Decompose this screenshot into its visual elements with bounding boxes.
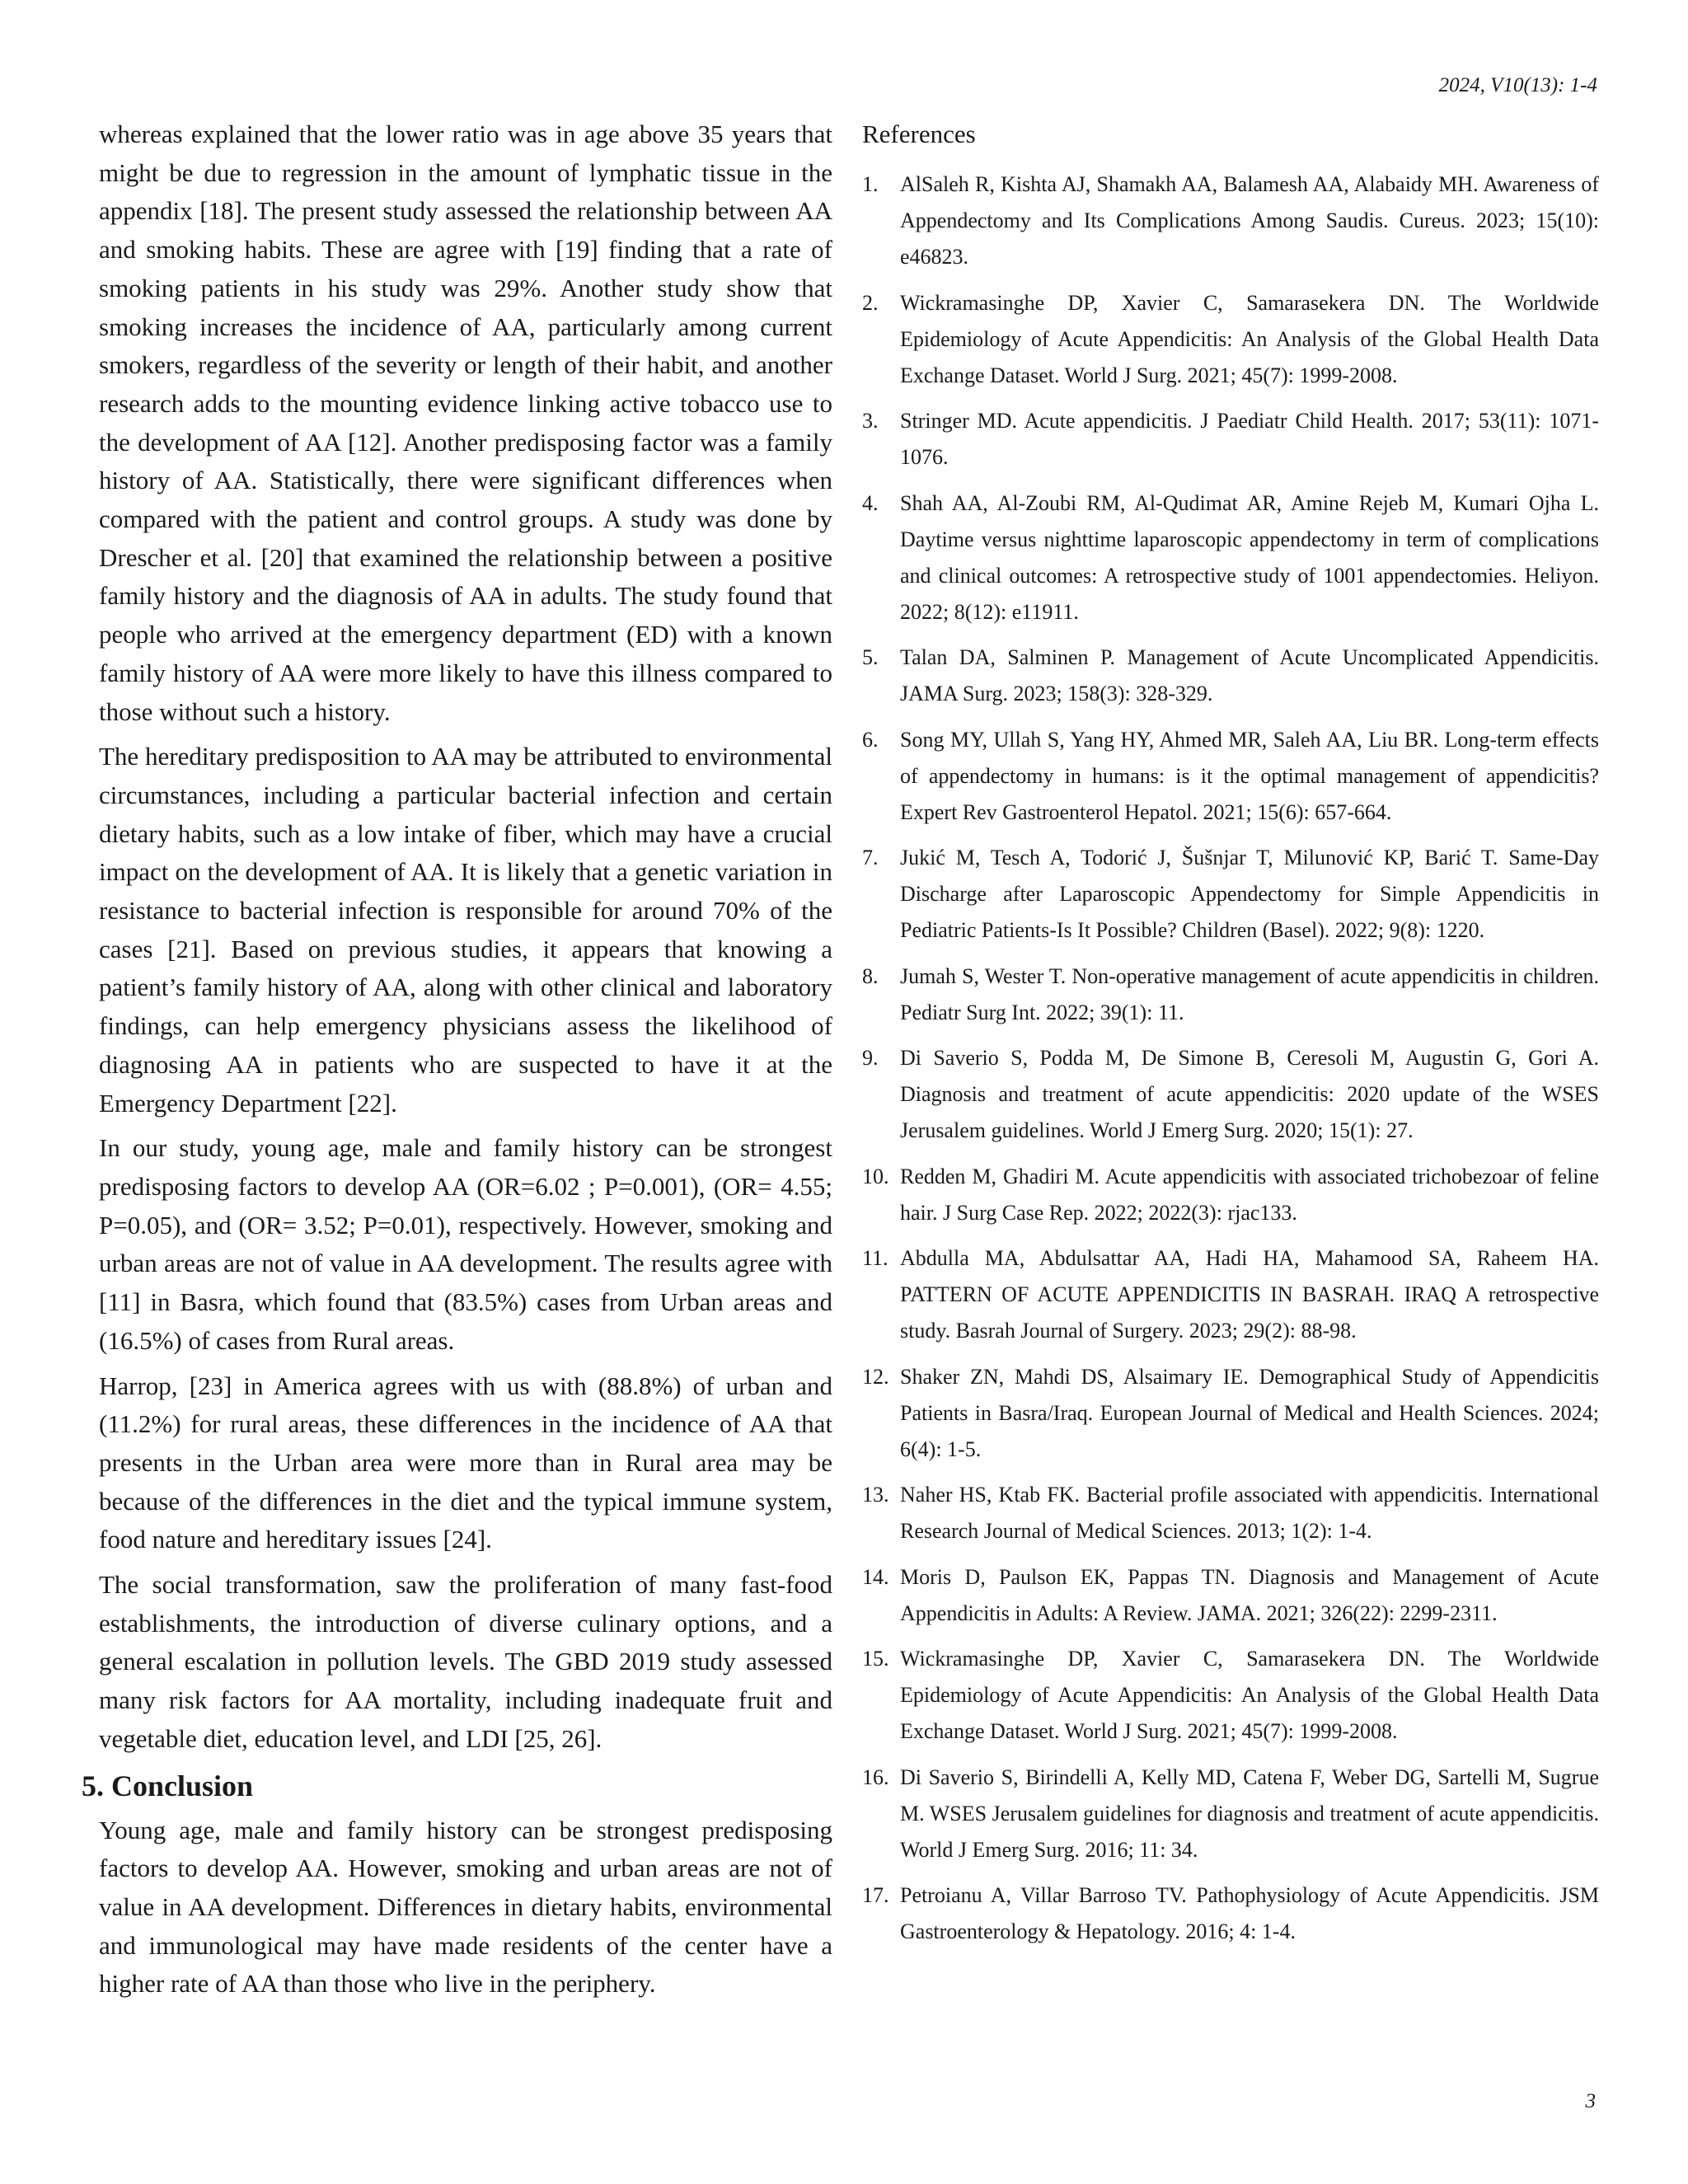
reference-item bbox=[862, 403, 1599, 476]
conclusion-paragraph: Young age, male and family history can be strongest predisposing factors to develop AA. However, smoking and urban areas are not of value in AA development. Differences in dietary habits, environmental and immunological may have made residents of the center have a higher rate of AA than those who live in the periphery. bbox=[99, 1815, 832, 1999]
body-paragraph: whereas explained that the lower ratio was in age above 35 years that might be due to regression in the amount of lymphatic tissue in the appendix [18]. The present study assessed the relationship between AA and smoking habits. These are agree with [19] finding that a rate of smoking patients in his study was 29%. Another study show that smoking increases the incidence of AA, particularly among current smokers, regardless of the severity or length of their habit, and another research adds to the mounting evidence linking active tobacco use to the development of AA [12]. Another predisposing factor was a family history of AA. Statistically, there were significant differences when compared with the patient and control groups. A study was done by Drescher et al. [20] that examined the relationship between a positive family history and the diagnosis of AA in adults. The study found that people who arrived at the emergency department (ED) with a known family history of AA were more likely to have this illness compared to those without such a history. bbox=[99, 120, 832, 726]
reference-text: Abdulla MA, Abdulsattar AA, Hadi HA, Mahamood SA, Raheem HA. PATTERN OF ACUTE APPENDICITIS IN BASRAH. IRAQ A retrospective study. Basrah Journal of Surgery. 2023; 29(2): 88-98. bbox=[900, 1246, 1599, 1343]
reference-number: 2. bbox=[862, 290, 879, 315]
reference-text: Stringer MD. Acute appendicitis. J Paediatr Child Health. 2017; 53(11): 1071-1076. bbox=[900, 409, 1599, 469]
reference-text: Song MY, Ullah S, Yang HY, Ahmed MR, Saleh AA, Liu BR. Long-term effects of appendectomy in humans: is it the optimal management of appendicitis? Expert Rev Gastroenterol Hepatol. 2021; 15(6): 657-664. bbox=[900, 727, 1599, 824]
reference-number: 7. bbox=[862, 846, 879, 869]
reference-number: 8. bbox=[862, 963, 879, 988]
reference-item bbox=[862, 1559, 1599, 1632]
reference-item bbox=[862, 285, 1599, 394]
reference-number: 11. bbox=[862, 1246, 889, 1270]
reference-item bbox=[862, 1159, 1599, 1231]
body-paragraph: In our study, young age, male and family history can be strongest predisposing factors to develop AA (OR=6.02 ; P=0.001), (OR= 4.55; P=0.05), and (OR= 3.52; P=0.01), respectively. However, smoking and urban areas are not of value in AA development. The results agree with [11] in Basra, which found that (83.5%) cases from Urban areas and (16.5%) of cases from Rural areas. bbox=[99, 1133, 832, 1355]
body-paragraph: The social transformation, saw the proliferation of many fast-food establishments, the introduction of diverse culinary options, and a general escalation in pollution levels. The GBD 2019 study assessed many risk factors for AA mortality, including inadequate fruit and vegetable diet, education level, and LDI [25, 26]. bbox=[99, 1570, 832, 1753]
reference-item bbox=[862, 1359, 1599, 1468]
reference-text: Wickramasinghe DP, Xavier C, Samarasekera DN. The Worldwide Epidemiology of Acute Appendicitis: An Analysis of the Global Health Data Exchange Dataset. World J Surg. 2021; 45(7): 1999-2008. bbox=[900, 290, 1599, 387]
reference-item bbox=[862, 1760, 1599, 1868]
reference-item bbox=[862, 722, 1599, 831]
reference-number: 13. bbox=[862, 1483, 889, 1507]
reference-text: Jumah S, Wester T. Non-operative management of acute appendicitis in children. Pediatr Surg Int. 2022; 39(1): 11. bbox=[900, 963, 1599, 1024]
reference-text: Naher HS, Ktab FK. Bacterial profile associated with appendicitis. International Research Journal of Medical Sciences. 2013; 1(2): 1-4. bbox=[900, 1483, 1599, 1543]
reference-text: Di Saverio S, Podda M, De Simone B, Ceresoli M, Augustin G, Gori A. Diagnosis and treatment of acute appendicitis: 2020 update of the WSES Jerusalem guidelines. World J Emerg Surg. 2020; 15(1): 27. bbox=[900, 1046, 1599, 1142]
reference-text: Petroianu A, Villar Barroso TV. Pathophysiology of Acute Appendicitis. JSM Gastroenterology & Hepatology. 2016; 4: 1-4. bbox=[900, 1883, 1599, 1943]
reference-text: Shah AA, Al-Zoubi RM, Al-Qudimat AR, Amine Rejeb M, Kumari Ojha L. Daytime versus nighttime laparoscopic appendectomy in term of complications and clinical outcomes: A retrospective study of 1001 appendectomies. Heliyon. 2022; 8(12): e11911. bbox=[900, 490, 1599, 624]
reference-item bbox=[862, 1040, 1599, 1149]
reference-item bbox=[862, 1641, 1599, 1750]
reference-number: 6. bbox=[862, 727, 879, 752]
reference-item bbox=[862, 840, 1599, 949]
reference-text: Jukić M, Tesch A, Todorić J, Šušnjar T, Milunović KP, Barić T. Same-Day Discharge after Laparoscopic Appendectomy for Simple Appendicitis in Pediatric Patients-Is It Possible? Children (Basel). 2022; 9(8): 1220. bbox=[900, 846, 1599, 942]
reference-text: Wickramasinghe DP, Xavier C, Samarasekera DN. The Worldwide Epidemiology of Acute Appendicitis: An Analysis of the Global Health Data Exchange Dataset. World J Surg. 2021; 45(7): 1999-2008. bbox=[900, 1647, 1599, 1743]
references-title: References bbox=[862, 120, 976, 148]
reference-number: 16. bbox=[862, 1765, 889, 1789]
reference-number: 14. bbox=[862, 1564, 889, 1589]
reference-number: 3. bbox=[862, 409, 879, 433]
reference-number: 9. bbox=[862, 1046, 879, 1070]
references-column bbox=[862, 115, 1599, 1960]
reference-item bbox=[862, 1477, 1599, 1549]
reference-number: 4. bbox=[862, 490, 879, 515]
reference-text: Talan DA, Salminen P. Management of Acute Uncomplicated Appendicitis. JAMA Surg. 2023; 158(3): 328-329. bbox=[900, 645, 1599, 705]
body-column bbox=[82, 115, 832, 2010]
reference-text: Redden M, Ghadiri M. Acute appendicitis with associated trichobezoar of feline hair. J Surg Case Rep. 2022; 2022(3): rjac133. bbox=[900, 1164, 1599, 1225]
journal-citation-header: 2024, V10(13): 1-4 bbox=[1438, 74, 1597, 96]
reference-item bbox=[862, 485, 1599, 630]
reference-item bbox=[862, 1240, 1599, 1349]
reference-item bbox=[862, 958, 1599, 1031]
reference-item bbox=[862, 1877, 1599, 1950]
reference-number: 12. bbox=[862, 1364, 889, 1389]
body-paragraph: The hereditary predisposition to AA may be attributed to environmental circumstances, including a particular bacterial infection and certain dietary habits, such as a low intake of fiber, which may have a crucial impact on the development of AA. It is likely that a genetic variation in resistance to bacterial infection is responsible for around 70% of the cases [21]. Based on previous studies, it appears that knowing a patient’s family history of AA, along with other clinical and laboratory findings, can help emergency physicians assess the likelihood of diagnosing AA in patients who are suspected to have it at the Emergency Department [22]. bbox=[99, 742, 832, 1118]
reference-item bbox=[862, 166, 1599, 275]
references-list bbox=[862, 166, 1599, 1950]
reference-text: Di Saverio S, Birindelli A, Kelly MD, Catena F, Weber DG, Sartelli M, Sugrue M. WSES Jerusalem guidelines for diagnosis and treatment of acute appendicitis. World J Emerg Surg. 2016; 11: 34. bbox=[900, 1765, 1599, 1862]
reference-number: 10. bbox=[862, 1164, 889, 1188]
page-number: 3 bbox=[1585, 2090, 1596, 2112]
reference-text: AlSaleh R, Kishta AJ, Shamakh AA, Balamesh AA, Alabaidy MH. Awareness of Appendectomy and Its Complications Among Saudis. Cureus. 2023; 15(10): e46823. bbox=[900, 172, 1599, 269]
reference-number: 5. bbox=[862, 645, 879, 669]
body-paragraph: Harrop, [23] in America agrees with us with (88.8%) of urban and (11.2%) for rural areas, these differences in the incidence of AA that presents in the Urban area were more than in Rural area may be because of the differences in the diet and the typical immune system, food nature and hereditary issues [24]. bbox=[99, 1371, 832, 1554]
reference-text: Moris D, Paulson EK, Pappas TN. Diagnosis and Management of Acute Appendicitis in Adults: A Review. JAMA. 2021; 326(22): 2299-2311. bbox=[900, 1564, 1599, 1625]
reference-item bbox=[862, 640, 1599, 712]
conclusion-heading: 5. Conclusion bbox=[82, 1769, 254, 1802]
reference-number: 17. bbox=[862, 1883, 889, 1907]
reference-number: 15. bbox=[862, 1647, 889, 1671]
reference-number: 1. bbox=[862, 172, 879, 196]
reference-text: Shaker ZN, Mahdi DS, Alsaimary IE. Demographical Study of Appendicitis Patients in Basra/Iraq. European Journal of Medical and Health Sciences. 2024; 6(4): 1-5. bbox=[900, 1364, 1599, 1461]
